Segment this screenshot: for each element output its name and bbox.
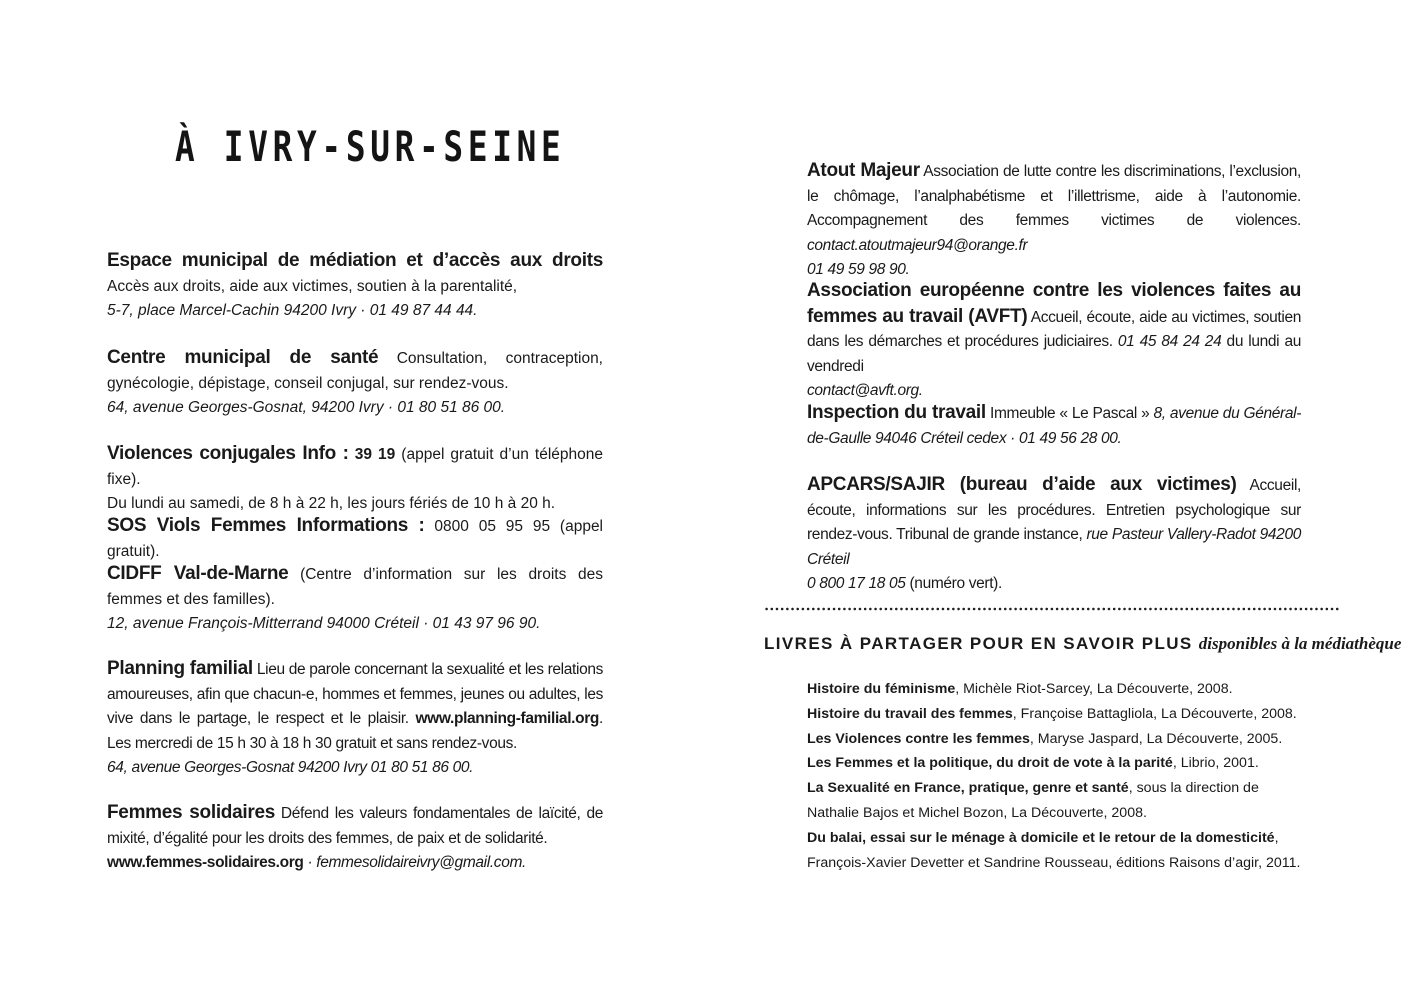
book-item <box>807 677 1301 702</box>
page-title: À IVRY-SUR-SEINE <box>175 122 566 171</box>
entry-description: Lieu de parole concernant la sexualité et les relations amoureuses, afin que chacun-e, hommes et femmes, jeunes ou adultes, les vive dans le partage, le respect et le plaisir. <box>107 661 604 727</box>
book-title: Histoire du féminisme <box>807 681 956 697</box>
entry-violences-conjugales <box>107 442 603 517</box>
dotted-divider <box>764 606 1340 612</box>
entry-name: Centre municipal de santé <box>107 347 379 368</box>
entry-name: Atout Majeur <box>807 160 920 181</box>
books-section-heading <box>764 634 1401 654</box>
entry-femmes-solidaires <box>107 801 603 876</box>
entry-sos-viols <box>107 514 603 564</box>
entry-description: 0800 05 95 95 (appel gratuit). <box>107 518 604 560</box>
entry-description: (appel gratuit d’un téléphone fixe). <box>107 446 603 488</box>
book-title: Les Violences contre les femmes <box>807 730 1030 747</box>
entry-description: Consultation, contraception, gynécologie, dépistage, conseil conjugal, sur rendez-vous. <box>107 350 603 392</box>
book-info: , Librio, 2001. <box>1172 755 1259 772</box>
entry-avft <box>807 279 1301 404</box>
entry-email[interactable]: · femmesolidaireivry@gmail.com. <box>303 854 526 871</box>
entry-address: 12, avenue François-Mitterrand 94000 Créteil · 01 43 97 96 90. <box>107 615 541 632</box>
entry-apcars-sajir <box>807 473 1301 597</box>
entry-phone-number: 39 19 <box>348 446 396 463</box>
entry-planning-familial <box>107 657 603 781</box>
entry-description: Immeuble « Le Pascal » <box>985 405 1154 422</box>
entry-name: Association européenne contre les violences faites au femmes au travail (AVFT) <box>807 280 1301 327</box>
entry-address: 64, avenue Georges-Gosnat, 94200 Ivry · 01 80 51 86 00. <box>107 399 506 416</box>
entry-website-link[interactable]: www.femmes-solidaires.org <box>107 854 304 871</box>
entry-email[interactable]: contact.atoutmajeur94@orange.fr <box>807 236 1028 254</box>
book-info: , François-Xavier Devetter et Sandrine Rousseau, éditions Raisons d’agir, 2011. <box>807 829 1301 871</box>
entry-schedule: . Les mercredi de 15 h 30 à 18 h 30 gratuit et sans rendez-vous. <box>107 710 603 752</box>
entry-inspection-travail <box>807 401 1301 451</box>
entry-description: Association de lutte contre les discriminations, l’exclusion, le chômage, l’analphabétisme et l’illettrisme, aide à l’autonomie. Accompagnement des femmes victimes de violences. <box>807 163 1301 229</box>
book-title: Les Femmes et la politique, du droit de vote à la parité <box>807 755 1173 772</box>
entry-name: Inspection du travail <box>807 402 986 423</box>
entry-name: Espace municipal de médiation et d’accès aux droits <box>107 250 603 271</box>
book-info: , Maryse Jaspard, La Découverte, 2005. <box>1029 730 1283 747</box>
entry-description: Accueil, écoute, aide au victimes, soutien dans les démarches et procédures judiciaires. <box>807 308 1301 350</box>
entry-hours: Du lundi au samedi, de 8 h à 22 h, les jours fériés de 10 h à 20 h. <box>107 495 556 512</box>
entry-name: SOS Viols Femmes Informations : <box>107 515 425 536</box>
entry-phone: 01 49 59 98 90. <box>807 261 910 278</box>
book-item <box>807 826 1301 876</box>
entry-espace-municipal <box>107 249 603 324</box>
book-info: , Françoise Battagliola, La Découverte, 2008. <box>1012 705 1297 722</box>
entry-phone-note: (numéro vert). <box>905 575 1002 592</box>
entry-address: rue Pasteur Vallery-Radot 94200 Créteil <box>807 526 1301 568</box>
entry-email[interactable]: contact@avft.org. <box>807 382 923 399</box>
entry-address: 64, avenue Georges-Gosnat 94200 Ivry 01 80 51 86 00. <box>107 759 474 776</box>
book-title: Du balai, essai sur le ménage à domicile et le retour de la domesticité <box>807 829 1275 846</box>
entry-name: CIDFF Val-de-Marne <box>107 563 289 584</box>
entry-cidff <box>107 562 603 637</box>
entry-hours: du lundi au vendredi <box>807 333 1301 375</box>
book-title: Histoire du travail des femmes <box>807 705 1013 722</box>
entry-name: APCARS/SAJIR (bureau d’aide aux victimes) <box>807 474 1237 495</box>
entry-description: Accueil, écoute, informations sur les procédures. Entretien psychologique sur rendez-vous. Tribunal de grande instance, <box>807 477 1301 543</box>
book-item <box>807 727 1301 752</box>
entry-description: Accès aux droits, aide aux victimes, soutien à la parentalité, <box>107 277 518 295</box>
book-item <box>807 751 1301 776</box>
entry-description: (Centre d’information sur les droits des femmes et des familles). <box>107 566 603 608</box>
entry-name: Planning familial <box>107 658 253 679</box>
book-list <box>807 677 1301 875</box>
entry-description: Défend les valeurs fondamentales de laïcité, de mixité, d’égalité pour les droits des femmes, de paix et de solidarité. <box>107 805 603 847</box>
entry-atout-majeur <box>807 159 1301 283</box>
book-title: La Sexualité en France, pratique, genre et santé <box>807 780 1129 797</box>
book-item <box>807 702 1301 727</box>
book-info: , Michèle Riot-Sarcey, La Découverte, 2008. <box>955 681 1233 697</box>
entry-website-link[interactable]: www.planning-familial.org <box>415 710 600 727</box>
entry-address: 5-7, place Marcel-Cachin 94200 Ivry · 01 49 87 44 44. <box>107 302 478 319</box>
books-subheading: disponibles à la médiathèque <box>1198 634 1402 653</box>
entry-centre-sante <box>107 346 603 421</box>
entry-phone: 01 45 84 24 24 <box>1117 333 1222 350</box>
entry-address: 8, avenue du Général-de-Gaulle 94046 Créteil cedex · 01 49 56 28 00. <box>807 405 1302 447</box>
book-item <box>807 776 1301 826</box>
entry-name: Violences conjugales Info : <box>107 443 349 464</box>
books-heading-text: LIVRES À PARTAGER POUR EN SAVOIR PLUS <box>764 634 1193 653</box>
entry-phone: 0 800 17 18 05 <box>807 575 906 592</box>
entry-name: Femmes solidaires <box>107 802 275 823</box>
book-info: , sous la direction de Nathalie Bajos et Michel Bozon, La Découverte, 2008. <box>807 780 1259 821</box>
